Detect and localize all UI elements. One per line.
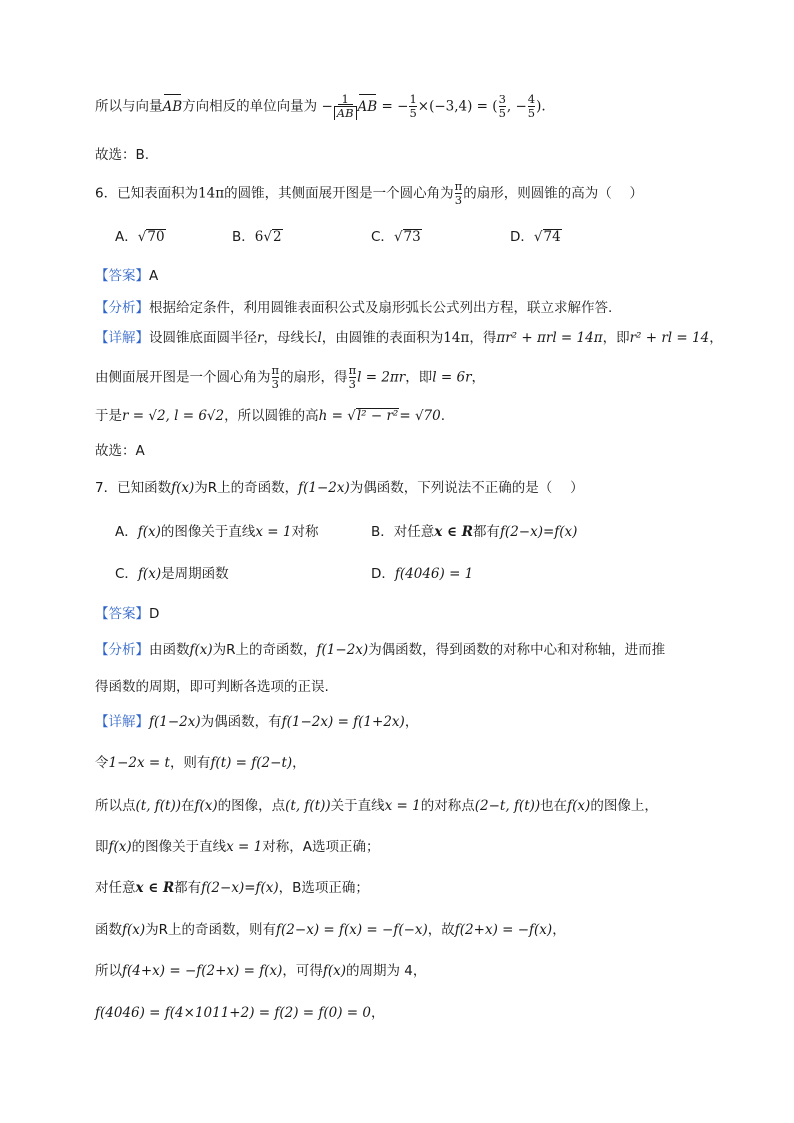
answer-value: D bbox=[149, 606, 160, 622]
math: f(2−x)=f(x) bbox=[201, 880, 279, 896]
text: 的对称点 bbox=[420, 798, 475, 814]
q7-detail-line7 bbox=[95, 961, 426, 981]
math-sqrt: l² − r² bbox=[356, 408, 399, 424]
text: 的图像关于直线 bbox=[160, 524, 256, 540]
math: 14π bbox=[443, 330, 470, 346]
text: ，B选项正确； bbox=[278, 880, 369, 896]
option-label: D． bbox=[510, 229, 534, 245]
math: r² + rl = 14 bbox=[629, 330, 710, 346]
text: 都有 bbox=[174, 880, 202, 896]
math: r bbox=[257, 330, 264, 346]
option-label: B． bbox=[371, 524, 394, 540]
math: f(x) bbox=[137, 566, 162, 582]
text: 都有 bbox=[472, 524, 500, 540]
math: f(4+x) = −f(2+x) = f(x) bbox=[122, 963, 283, 979]
numerator: 4 bbox=[527, 92, 536, 106]
fraction-inverse-norm bbox=[334, 93, 357, 120]
denominator bbox=[334, 106, 357, 120]
question-6 bbox=[95, 180, 643, 207]
text: 由侧面展开图是一个圆心角为 bbox=[95, 369, 271, 386]
text: ，故 bbox=[427, 922, 455, 938]
option-label: D． bbox=[371, 566, 395, 582]
q6-detail-line1 bbox=[95, 328, 723, 348]
math: (t, f(t)) bbox=[135, 798, 181, 814]
math: f(x) bbox=[567, 798, 591, 814]
q6-option-a: A．√70 bbox=[115, 229, 165, 245]
option-label: B． bbox=[232, 229, 255, 245]
text: ， bbox=[404, 714, 419, 730]
fraction bbox=[528, 93, 535, 120]
text: 的扇形，则圆锥的高为（ ） bbox=[463, 185, 644, 202]
math: f(x) bbox=[122, 922, 146, 938]
option-value: 6 bbox=[254, 229, 264, 245]
text: 是周期函数 bbox=[161, 566, 229, 582]
answer-tag: 【答案】 bbox=[95, 268, 149, 284]
text: 为R上的奇函数， bbox=[194, 480, 299, 496]
answer-value: A bbox=[149, 268, 159, 284]
numerator: π bbox=[454, 179, 463, 193]
q7-detail-line4 bbox=[95, 837, 380, 857]
text: 6．已知表面积为 bbox=[95, 185, 199, 202]
detail-tag: 【详解】 bbox=[95, 714, 149, 730]
text: 的周期为 4， bbox=[346, 963, 427, 979]
q6-detail-line3: 于是r = √2, l = 6√2，所以圆锥的高h = √l² − r²= √70. bbox=[95, 408, 446, 424]
q7-detail-line5 bbox=[95, 878, 369, 898]
math: (t, f(t)) bbox=[285, 798, 331, 814]
math: f(1−2x) bbox=[298, 480, 350, 496]
option-value: 2 bbox=[272, 229, 282, 245]
math: x = 1 bbox=[384, 798, 421, 814]
math: f(4046) = f(4×1011+2) = f(2) = f(0) = 0 bbox=[95, 1005, 371, 1021]
text: . bbox=[440, 408, 446, 424]
question-7 bbox=[95, 478, 584, 498]
text: 设圆锥底面圆半径 bbox=[149, 330, 257, 346]
text: 为偶函数，得到函数的对称中心和对称轴，进而推 bbox=[368, 642, 666, 658]
math: ). bbox=[536, 98, 546, 115]
text: 为偶函数，有 bbox=[200, 714, 282, 730]
math: x = 1 bbox=[255, 524, 292, 540]
text: ，即 bbox=[602, 330, 630, 346]
math: 14π bbox=[198, 185, 225, 202]
q7-option-d bbox=[371, 564, 473, 584]
math: 1−2x = t bbox=[108, 755, 170, 771]
analysis-tag: 【分析】 bbox=[95, 300, 149, 316]
text: 为偶函数，下列说法不正确的是（ ） bbox=[349, 480, 584, 496]
text: ， bbox=[471, 369, 486, 386]
math: l = 6r bbox=[432, 369, 472, 386]
q7-analysis bbox=[95, 640, 665, 660]
text: ，母线长 bbox=[263, 330, 318, 346]
math: h = bbox=[318, 408, 343, 424]
text: 所以点 bbox=[95, 798, 136, 814]
denominator: 3 bbox=[348, 377, 356, 391]
analysis-tag: 【分析】 bbox=[95, 642, 149, 658]
detail-tag: 【详解】 bbox=[95, 330, 149, 346]
fraction-pi-3 bbox=[349, 364, 357, 391]
option-label: A． bbox=[115, 229, 138, 245]
q7-option-a bbox=[115, 522, 319, 542]
text: 方向相反的单位向量为 bbox=[182, 98, 318, 115]
option-label: C． bbox=[371, 229, 394, 245]
numerator: 1 bbox=[341, 92, 349, 106]
q6-answer bbox=[95, 266, 158, 286]
text: ， bbox=[552, 922, 566, 938]
text: 的圆锥，其侧面展开图是一个圆心角为 bbox=[224, 185, 454, 202]
fraction-pi-3 bbox=[272, 364, 280, 391]
text: 的图像，点 bbox=[217, 798, 286, 814]
q6-option-c: C．√73 bbox=[371, 229, 421, 245]
text: 令 bbox=[95, 755, 109, 771]
math: f(x) bbox=[108, 839, 132, 855]
text: 的扇形，得 bbox=[280, 369, 348, 386]
text: 为R上的奇函数， bbox=[212, 642, 317, 658]
text: 7．已知函数 bbox=[95, 480, 172, 496]
fraction-pi-3 bbox=[455, 180, 463, 207]
text: 即 bbox=[95, 839, 109, 855]
fraction bbox=[499, 93, 506, 120]
text: ，可得 bbox=[282, 963, 323, 979]
math: ×(−3,4) = ( bbox=[417, 98, 498, 115]
q7-answer bbox=[95, 604, 159, 624]
text: 对称 bbox=[291, 524, 319, 540]
text: 为R上的奇函数，则有 bbox=[145, 922, 277, 938]
math: l = 2πr bbox=[357, 369, 406, 386]
math: f(x) bbox=[194, 798, 218, 814]
q6-detail-line2 bbox=[95, 364, 485, 391]
math: f(2−x) = f(x) = −f(−x) bbox=[276, 922, 428, 938]
q6-select: 故选：A bbox=[95, 443, 145, 459]
q7-detail-line2 bbox=[95, 753, 306, 773]
text: ，由圆锥的表面积为 bbox=[321, 330, 444, 346]
text: 由函数 bbox=[149, 642, 190, 658]
numerator: 3 bbox=[498, 92, 506, 106]
math: f(2+x) = −f(x) bbox=[454, 922, 553, 938]
text: 关于直线 bbox=[330, 798, 385, 814]
denominator: 5 bbox=[409, 106, 417, 120]
text: ，所以圆锥的高 bbox=[224, 408, 319, 424]
q6-option-d: D．√74 bbox=[510, 229, 561, 245]
vector-ab: AB bbox=[336, 106, 354, 120]
math: f(2−x)=f(x) bbox=[499, 524, 578, 540]
numerator: 1 bbox=[409, 92, 417, 106]
q7-detail-line1 bbox=[95, 712, 418, 732]
text: 对称，A选项正确； bbox=[262, 839, 380, 855]
math: f(x) bbox=[189, 642, 213, 658]
math: x ∈ R bbox=[434, 524, 473, 540]
math: x = 1 bbox=[226, 839, 263, 855]
option-label: C． bbox=[115, 566, 138, 582]
math: = − bbox=[381, 98, 409, 115]
denominator: 5 bbox=[498, 106, 506, 120]
text: ，得 bbox=[469, 330, 497, 346]
text: ， bbox=[370, 1005, 385, 1021]
text: 的图像关于直线 bbox=[131, 839, 227, 855]
vector-ab: AB bbox=[357, 98, 378, 115]
text: 也在 bbox=[540, 798, 568, 814]
math: f(t) = f(2−t) bbox=[210, 755, 293, 771]
text: 于是 bbox=[95, 408, 122, 424]
q7-detail-line6 bbox=[95, 920, 566, 940]
math: x ∈ R bbox=[135, 880, 175, 896]
answer-tag: 【答案】 bbox=[95, 606, 149, 622]
text: 在 bbox=[181, 798, 195, 814]
denominator: 3 bbox=[271, 377, 279, 391]
vector-ab: AB bbox=[162, 98, 183, 115]
denominator: 5 bbox=[527, 106, 536, 120]
text: ， bbox=[709, 330, 723, 346]
math: f(x) bbox=[322, 963, 346, 979]
text: ，则有 bbox=[169, 755, 211, 771]
text: 的图像上， bbox=[590, 798, 658, 814]
math: f(1−2x) bbox=[316, 642, 369, 658]
q7-detail-line3 bbox=[95, 796, 658, 816]
denominator: 3 bbox=[454, 193, 463, 207]
numerator: π bbox=[348, 363, 357, 377]
option-value: 73 bbox=[403, 229, 421, 245]
math: l bbox=[317, 330, 322, 346]
math: = √70 bbox=[399, 408, 441, 424]
text: ， bbox=[292, 755, 306, 771]
q7-option-b bbox=[371, 522, 577, 542]
numerator: π bbox=[271, 363, 280, 377]
fraction bbox=[409, 93, 416, 120]
text: 函数 bbox=[95, 922, 122, 938]
math: r = √2, l = 6√2 bbox=[122, 408, 225, 424]
math: f(1−2x) = f(1+2x) bbox=[281, 714, 405, 730]
q7-detail-line8 bbox=[95, 1003, 384, 1023]
math: (2−t, f(t)) bbox=[474, 798, 541, 814]
q7-option-c bbox=[115, 564, 229, 584]
math: πr² + πrl = 14π bbox=[496, 330, 603, 346]
math: f(1−2x) bbox=[149, 714, 201, 730]
math: f(4046) = 1 bbox=[394, 566, 474, 582]
text: 所以 bbox=[95, 963, 122, 979]
math: f(x) bbox=[171, 480, 195, 496]
q7-analysis-line2: 得函数的周期，即可判断各选项的正误. bbox=[95, 679, 329, 695]
q6-option-b: B．6√2 bbox=[232, 229, 282, 245]
text: 对任意 bbox=[393, 524, 435, 540]
text: 对任意 bbox=[95, 880, 136, 896]
option-label: A． bbox=[115, 524, 138, 540]
analysis-text: 根据给定条件，利用圆锥表面积公式及扇形弧长公式列出方程，联立求解作答. bbox=[149, 300, 613, 316]
math: f(x) bbox=[137, 524, 161, 540]
line-select-b: 故选：B. bbox=[95, 147, 150, 163]
option-value: 74 bbox=[543, 229, 561, 245]
text: 所以与向量 bbox=[95, 98, 163, 115]
q6-analysis bbox=[95, 298, 612, 318]
option-value: 70 bbox=[147, 229, 165, 245]
line-unit-vector: 所以与向量AB方向相反的单位向量为 − $\frac{1}{AB}$ AB = − $\frac{1}{5}$ ×(−3,4) = ( $\frac{3}{5}$ , − $\frac{4}{5}$ ). bbox=[95, 92, 546, 120]
text: ，即 bbox=[405, 369, 433, 386]
